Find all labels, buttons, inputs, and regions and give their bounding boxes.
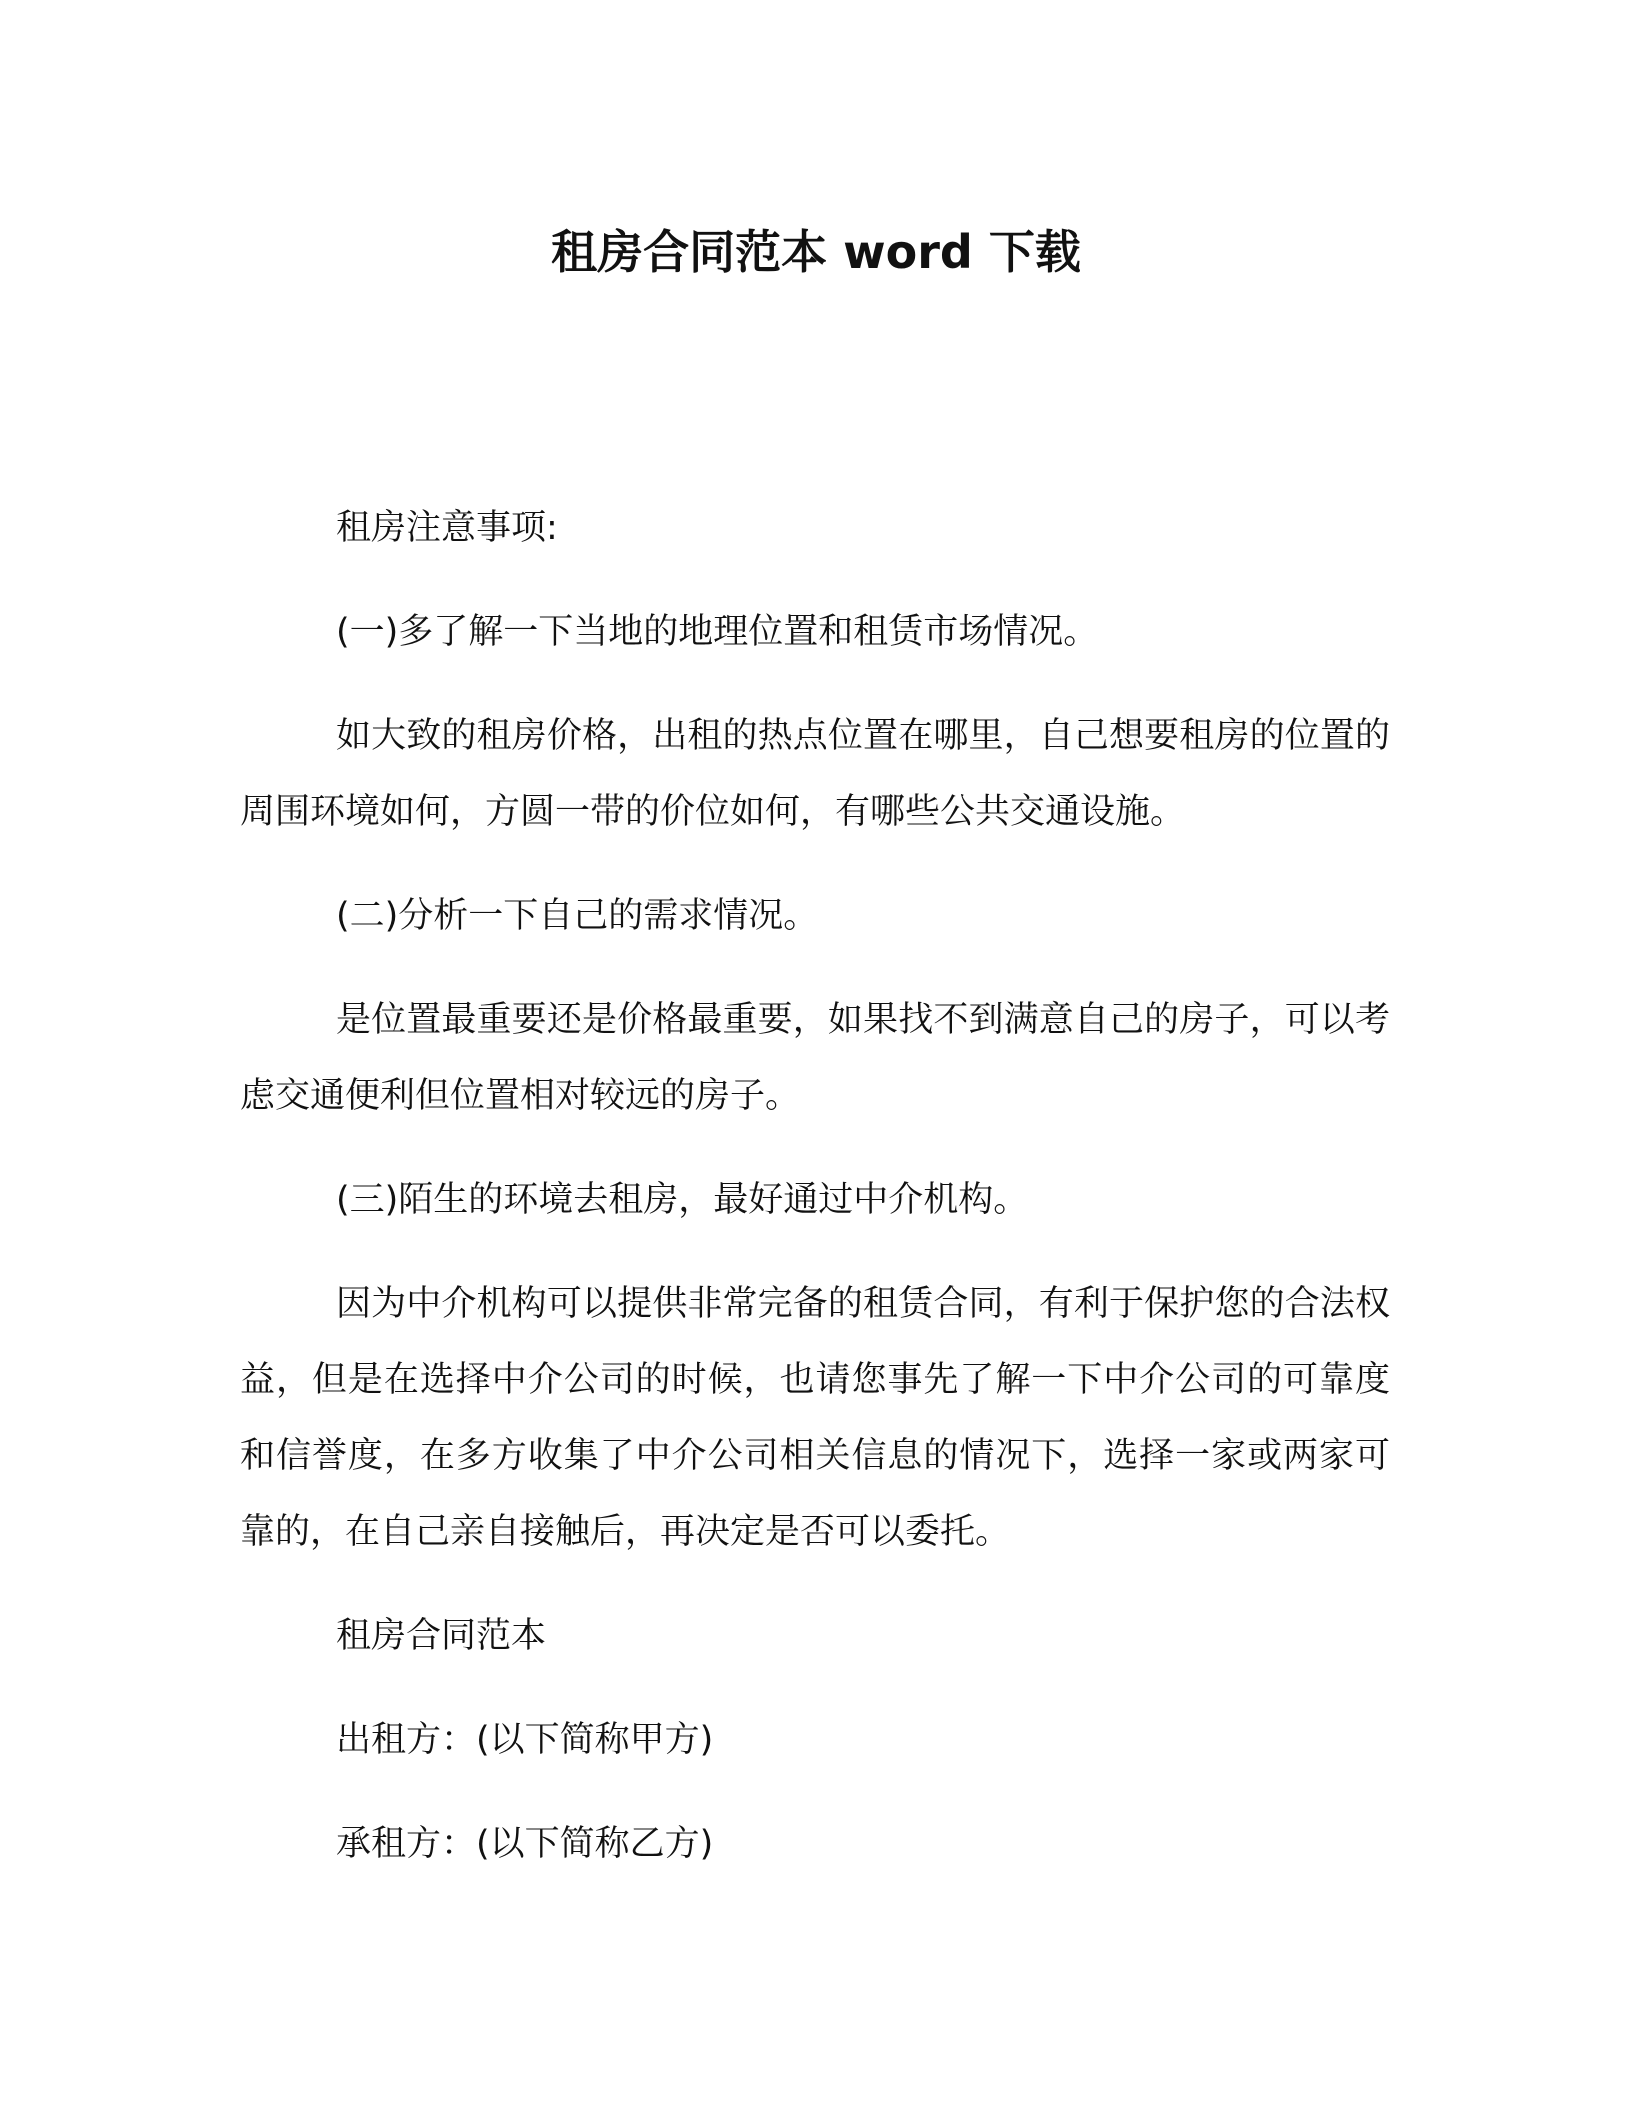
paragraph-item-1-detail: 如大致的租房价格，出租的热点位置在哪里，自己想要租房的位置的周围环境如何，方圆一带的价位如何，有哪些公共交通设施。 [240,716,1390,832]
paragraph-item-3: (三)陌生的环境去租房，最好通过中介机构。 [336,1180,1029,1220]
paragraph-item-2: (二)分析一下自己的需求情况。 [336,896,819,936]
paragraph-item-3-detail: 因为中介机构可以提供非常完备的租赁合同，有利于保护您的合法权益，但是在选择中介公司的时候，也请您事先了解一下中介公司的可靠度和信誉度，在多方收集了中介公司相关信息的情况下，选择一家或两家可靠的，在自己亲自接触后，再决定是否可以委托。 [240,1284,1390,1552]
document-body [240,490,1390,1882]
paragraph-item-2-detail: 是位置最重要还是价格最重要，如果找不到满意自己的房子，可以考虑交通便利但位置相对较远的房子。 [240,1000,1390,1116]
paragraph-lessee: 承租方：(以下简称乙方) [336,1824,714,1864]
paragraph-lessor: 出租方：(以下简称甲方) [336,1720,714,1760]
paragraph-contract-heading: 租房合同范本 [336,1616,547,1656]
document-title: 租房合同范本 word 下载 [551,225,1081,279]
paragraph-notice-heading: 租房注意事项: [336,508,558,548]
paragraph-item-1: (一)多了解一下当地的地理位置和租赁市场情况。 [336,612,1099,652]
